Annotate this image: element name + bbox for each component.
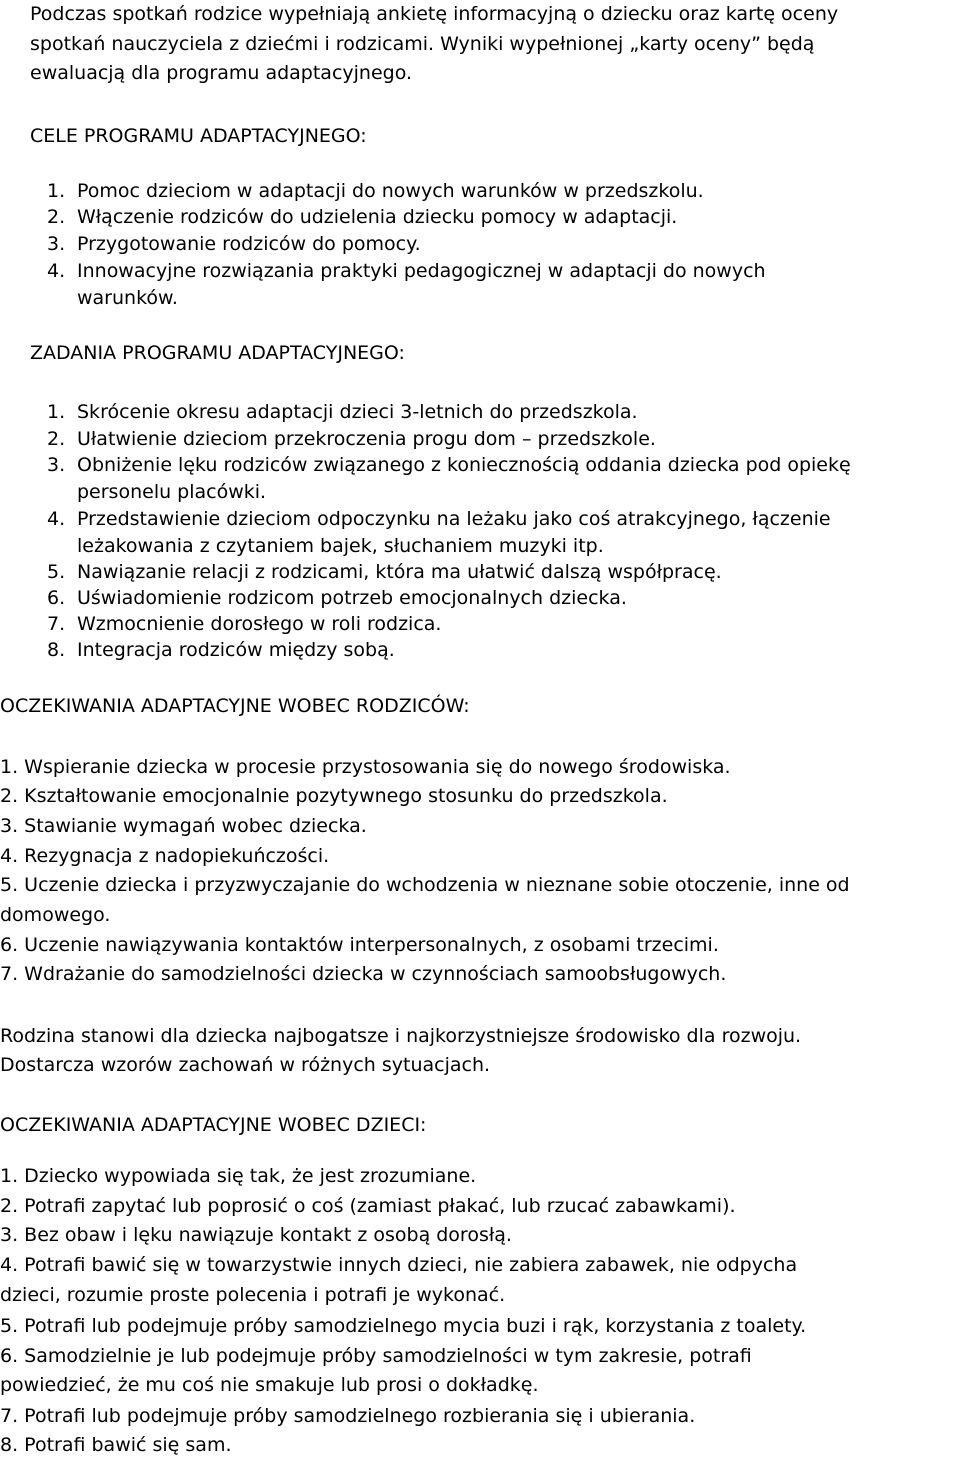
oczekiwania-dzieci-line: 1. Dziecko wypowiada się tak, że jest zrozumiane. <box>0 1165 477 1187</box>
zadania-item: 2. Ułatwienie dzieciom przekroczenia progu dom – przedszkole. <box>47 428 656 450</box>
zadania-item: 3. Obniżenie lęku rodziców związanego z koniecznością oddania dziecka pod opiekę <box>47 454 851 476</box>
oczekiwania-rodzice-line: 6. Uczenie nawiązywania kontaktów interpersonalnych, z osobami trzecimi. <box>0 934 719 956</box>
oczekiwania-rodzice-line: 5. Uczenie dziecka i przyzwyczajanie do wchodzenia w nieznane sobie otoczenie, inne od <box>0 874 850 896</box>
oczekiwania-dzieci-line: 6. Samodzielnie je lub podejmuje próby samodzielności w tym zakresie, potrafi <box>0 1345 752 1367</box>
oczekiwania-dzieci-heading: OCZEKIWANIA ADAPTACYJNE WOBEC DZIECI: <box>0 1114 427 1136</box>
oczekiwania-rodzice-line: 7. Wdrażanie do samodzielności dziecka w czynnościach samoobsługowych. <box>0 963 727 985</box>
rodzina-line: Dostarcza wzorów zachowań w różnych sytuacjach. <box>0 1054 491 1076</box>
zadania-item-continuation: leżakowania z czytaniem bajek, słuchaniem muzyki itp. <box>77 535 604 557</box>
oczekiwania-dzieci-line: dzieci, rozumie proste polecenia i potrafi je wykonać. <box>0 1284 506 1306</box>
oczekiwania-rodzice-line: domowego. <box>0 904 111 926</box>
oczekiwania-rodzice-line: 1. Wspieranie dziecka w procesie przystosowania się do nowego środowiska. <box>0 756 731 778</box>
cele-item-continuation: warunków. <box>77 287 178 309</box>
oczekiwania-rodzice-line: 2. Kształtowanie emocjonalnie pozytywnego stosunku do przedszkola. <box>0 785 668 807</box>
cele-item: 2. Włączenie rodziców do udzielenia dziecku pomocy w adaptacji. <box>47 206 678 228</box>
zadania-item: 8. Integracja rodziców między sobą. <box>47 639 395 661</box>
oczekiwania-rodzice-line: 3. Stawianie wymagań wobec dziecka. <box>0 815 367 837</box>
oczekiwania-dzieci-line: powiedzieć, że mu coś nie smakuje lub prosi o dokładkę. <box>0 1374 539 1396</box>
zadania-item: 6. Uświadomienie rodzicom potrzeb emocjonalnych dziecka. <box>47 587 627 609</box>
oczekiwania-dzieci-line: 2. Potrafi zapytać lub poprosić o coś (zamiast płakać, lub rzucać zabawkami). <box>0 1195 736 1217</box>
cele-item: 4. Innowacyjne rozwiązania praktyki pedagogicznej w adaptacji do nowych <box>47 260 766 282</box>
oczekiwania-dzieci-line: 7. Potrafi lub podejmuje próby samodzielnego rozbierania się i ubierania. <box>0 1405 696 1427</box>
oczekiwania-rodzice-heading: OCZEKIWANIA ADAPTACYJNE WOBEC RODZICÓW: <box>0 695 470 717</box>
oczekiwania-dzieci-line: 8. Potrafi bawić się sam. <box>0 1434 232 1456</box>
zadania-item-continuation: personelu placówki. <box>77 481 267 503</box>
oczekiwania-dzieci-line: 5. Potrafi lub podejmuje próby samodzielnego mycia buzi i rąk, korzystania z toalety. <box>0 1315 807 1337</box>
cele-heading: CELE PROGRAMU ADAPTACYJNEGO: <box>30 125 367 147</box>
oczekiwania-rodzice-line: 4. Rezygnacja z nadopiekuńczości. <box>0 845 330 867</box>
cele-item: 1. Pomoc dzieciom w adaptacji do nowych warunków w przedszkolu. <box>47 180 704 202</box>
rodzina-line: Rodzina stanowi dla dziecka najbogatsze i najkorzystniejsze środowisko dla rozwoju. <box>0 1025 802 1047</box>
intro-line: spotkań nauczyciela z dziećmi i rodzicami. Wyniki wypełnionej „karty oceny” będą <box>30 33 815 55</box>
intro-line: ewaluacją dla programu adaptacyjnego. <box>30 62 413 84</box>
zadania-item: 7. Wzmocnienie dorosłego w roli rodzica. <box>47 613 442 635</box>
intro-line: Podczas spotkań rodzice wypełniają ankietę informacyjną o dziecku oraz kartę oceny <box>30 3 839 25</box>
oczekiwania-dzieci-line: 3. Bez obaw i lęku nawiązuje kontakt z osobą dorosłą. <box>0 1224 512 1246</box>
zadania-item: 5. Nawiązanie relacji z rodzicami, która ma ułatwić dalszą współpracę. <box>47 561 722 583</box>
oczekiwania-dzieci-line: 4. Potrafi bawić się w towarzystwie innych dzieci, nie zabiera zabawek, nie odpycha <box>0 1254 798 1276</box>
zadania-item: 4. Przedstawienie dzieciom odpoczynku na leżaku jako coś atrakcyjnego, łączenie <box>47 508 831 530</box>
zadania-item: 1. Skrócenie okresu adaptacji dzieci 3-letnich do przedszkola. <box>47 401 638 423</box>
zadania-heading: ZADANIA PROGRAMU ADAPTACYJNEGO: <box>30 342 405 364</box>
cele-item: 3. Przygotowanie rodziców do pomocy. <box>47 233 421 255</box>
